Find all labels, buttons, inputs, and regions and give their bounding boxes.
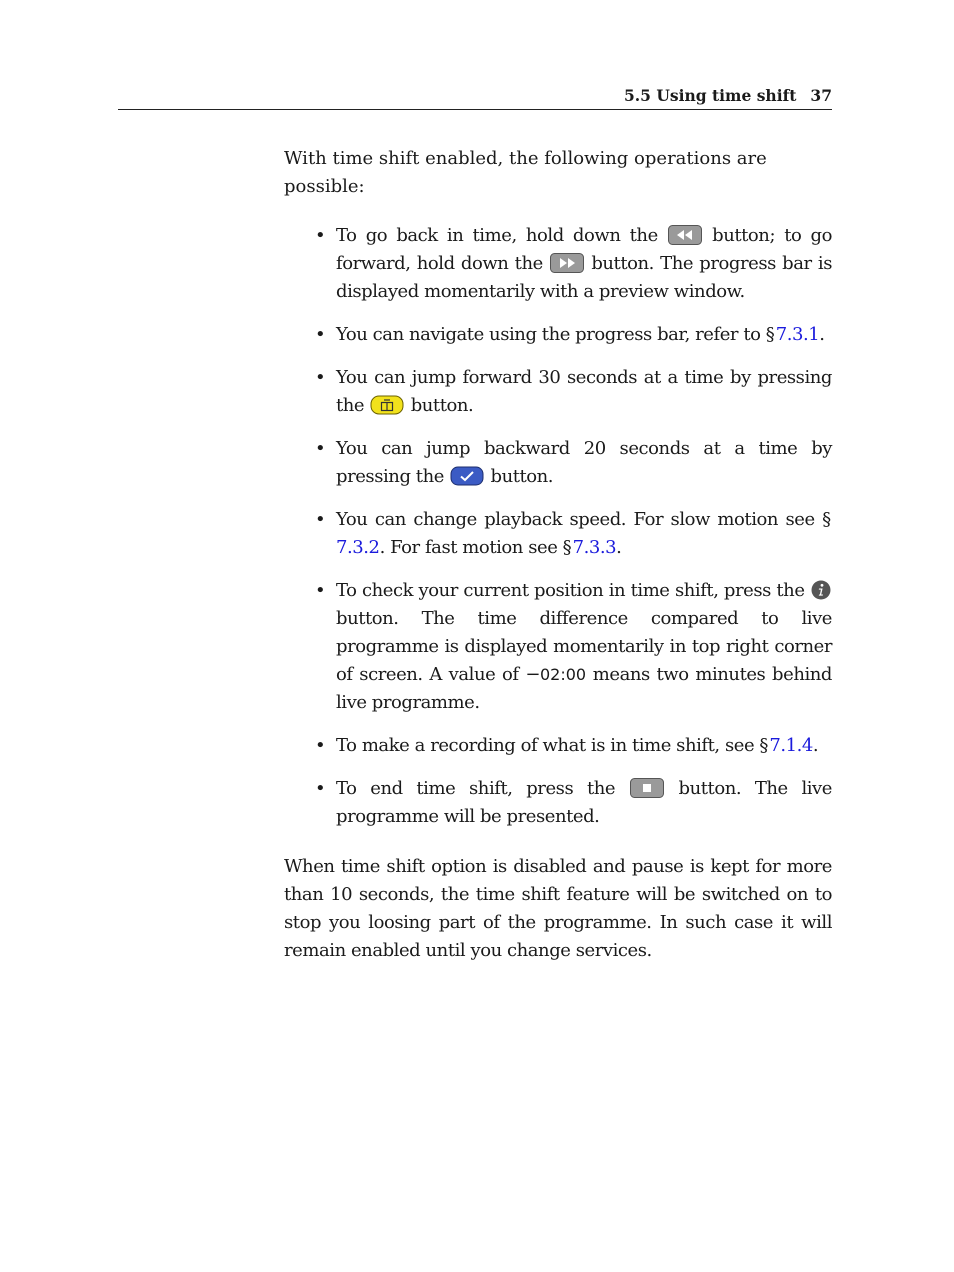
fast-forward-button-icon <box>550 253 584 273</box>
link-section-7-3-3[interactable]: 7.3.3 <box>572 537 617 558</box>
list-item-jump-forward: • You can jump forward 30 seconds at a time by pressing the button. <box>336 364 832 420</box>
link-section-7-3-1[interactable]: 7.3.1 <box>775 324 820 345</box>
info-button-icon <box>811 580 831 600</box>
page-content <box>284 145 832 965</box>
running-header <box>118 86 832 110</box>
list-item-rewind-forward: • To go back in time, hold down the button; to go forward, hold down the button. The progress bar is displayed momentarily with a preview window. <box>336 222 832 306</box>
header-page-number: 37 <box>810 86 832 105</box>
yellow-forward-button-icon <box>370 395 404 415</box>
link-section-7-1-4[interactable]: 7.1.4 <box>769 735 813 756</box>
header-section-title: 5.5 Using time shift <box>624 86 797 105</box>
list-item-end-time-shift: • To end time shift, press the button. The live programme will be presented. <box>336 775 832 831</box>
closing-paragraph: When time shift option is disabled and pause is kept for more than 10 seconds, the time shift feature will be switched on to stop you loosing part of the programme. In such case it will remain enabled until you change services. <box>284 856 832 961</box>
intro-paragraph: With time shift enabled, the following operations are possible: <box>284 148 767 197</box>
list-item-progress-bar: • You can navigate using the progress bar, refer to § 7.3.1. <box>336 321 832 349</box>
stop-button-icon <box>630 778 664 798</box>
list-item-jump-backward: • You can jump backward 20 seconds at a time by pressing the button. <box>336 435 832 491</box>
list-item-playback-speed: • You can change playback speed. For slow motion see § 7.3.2. For fast motion see § 7.3.3. <box>336 506 832 562</box>
rewind-button-icon <box>668 225 702 245</box>
list-item-current-position: • To check your current position in time shift, press the button. The time difference compared to live programme is displayed momentarily in top right corner of screen. A value of −02:00 means two minutes behind live programme. <box>336 577 832 717</box>
blue-ok-button-icon <box>450 466 484 486</box>
time-difference-value: 02:00 <box>539 665 587 684</box>
link-section-7-3-2[interactable]: 7.3.2 <box>336 537 380 558</box>
operations-list <box>284 222 832 831</box>
list-item-record: • To make a recording of what is in time shift, see § 7.1.4. <box>336 732 832 760</box>
